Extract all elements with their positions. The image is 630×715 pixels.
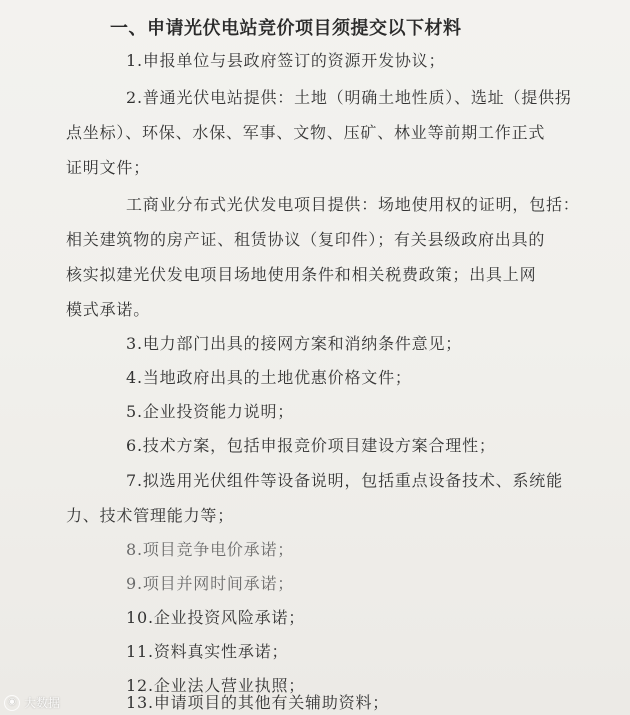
distributed-line-4: 模式承诺。 (66, 300, 151, 319)
distributed-line-1: 工商业分布式光伏发电项目提供：场地使用权的证明，包括： (126, 195, 580, 214)
item-12-line: 12.企业法人营业执照； (126, 676, 306, 695)
distributed-line-2: 相关建筑物的房产证、租赁协议（复印件）；有关县级政府出具的 (66, 230, 546, 249)
item-4-line: 4.当地政府出具的土地优惠价格文件； (126, 368, 412, 387)
item-6-line: 6.技术方案，包括申报竞价项目建设方案合理性； (126, 436, 496, 455)
item-13-line: 13.申请项目的其他有关辅助资料； (126, 693, 390, 712)
camera-icon: ◉ (4, 695, 20, 711)
item-11-line: 11.资料真实性承诺； (126, 642, 289, 661)
item-7-line-2: 力、技术管理能力等； (66, 506, 235, 525)
item-7-line-1: 7.拟选用光伏组件等设备说明，包括重点设备技术、系统能 (126, 471, 563, 490)
item-8-line: 8.项目竞争电价承诺； (126, 540, 295, 559)
item-2-line-2: 点坐标）、环保、水保、军事、文物、压矿、林业等前期工作正式 (66, 123, 546, 142)
item-10-line: 10.企业投资风险承诺； (126, 608, 306, 627)
section-heading: 一、申请光伏电站竞价项目须提交以下材料 (110, 18, 462, 39)
watermark-text: 大数据 (24, 696, 61, 710)
item-9-line: 9.项目并网时间承诺； (126, 574, 295, 593)
item-2-line-1: 2.普通光伏电站提供：土地（明确土地性质）、选址（提供拐 (126, 88, 572, 107)
item-5-line: 5.企业投资能力说明； (126, 402, 295, 421)
item-2-line-3: 证明文件； (66, 158, 151, 177)
watermark (4, 694, 60, 711)
distributed-line-3: 核实拟建光伏发电项目场地使用条件和相关税费政策；出具上网 (66, 265, 537, 284)
item-1-line: 1.申报单位与县政府签订的资源开发协议； (126, 51, 446, 70)
item-3-line: 3.电力部门出具的接网方案和消纳条件意见； (126, 334, 463, 353)
